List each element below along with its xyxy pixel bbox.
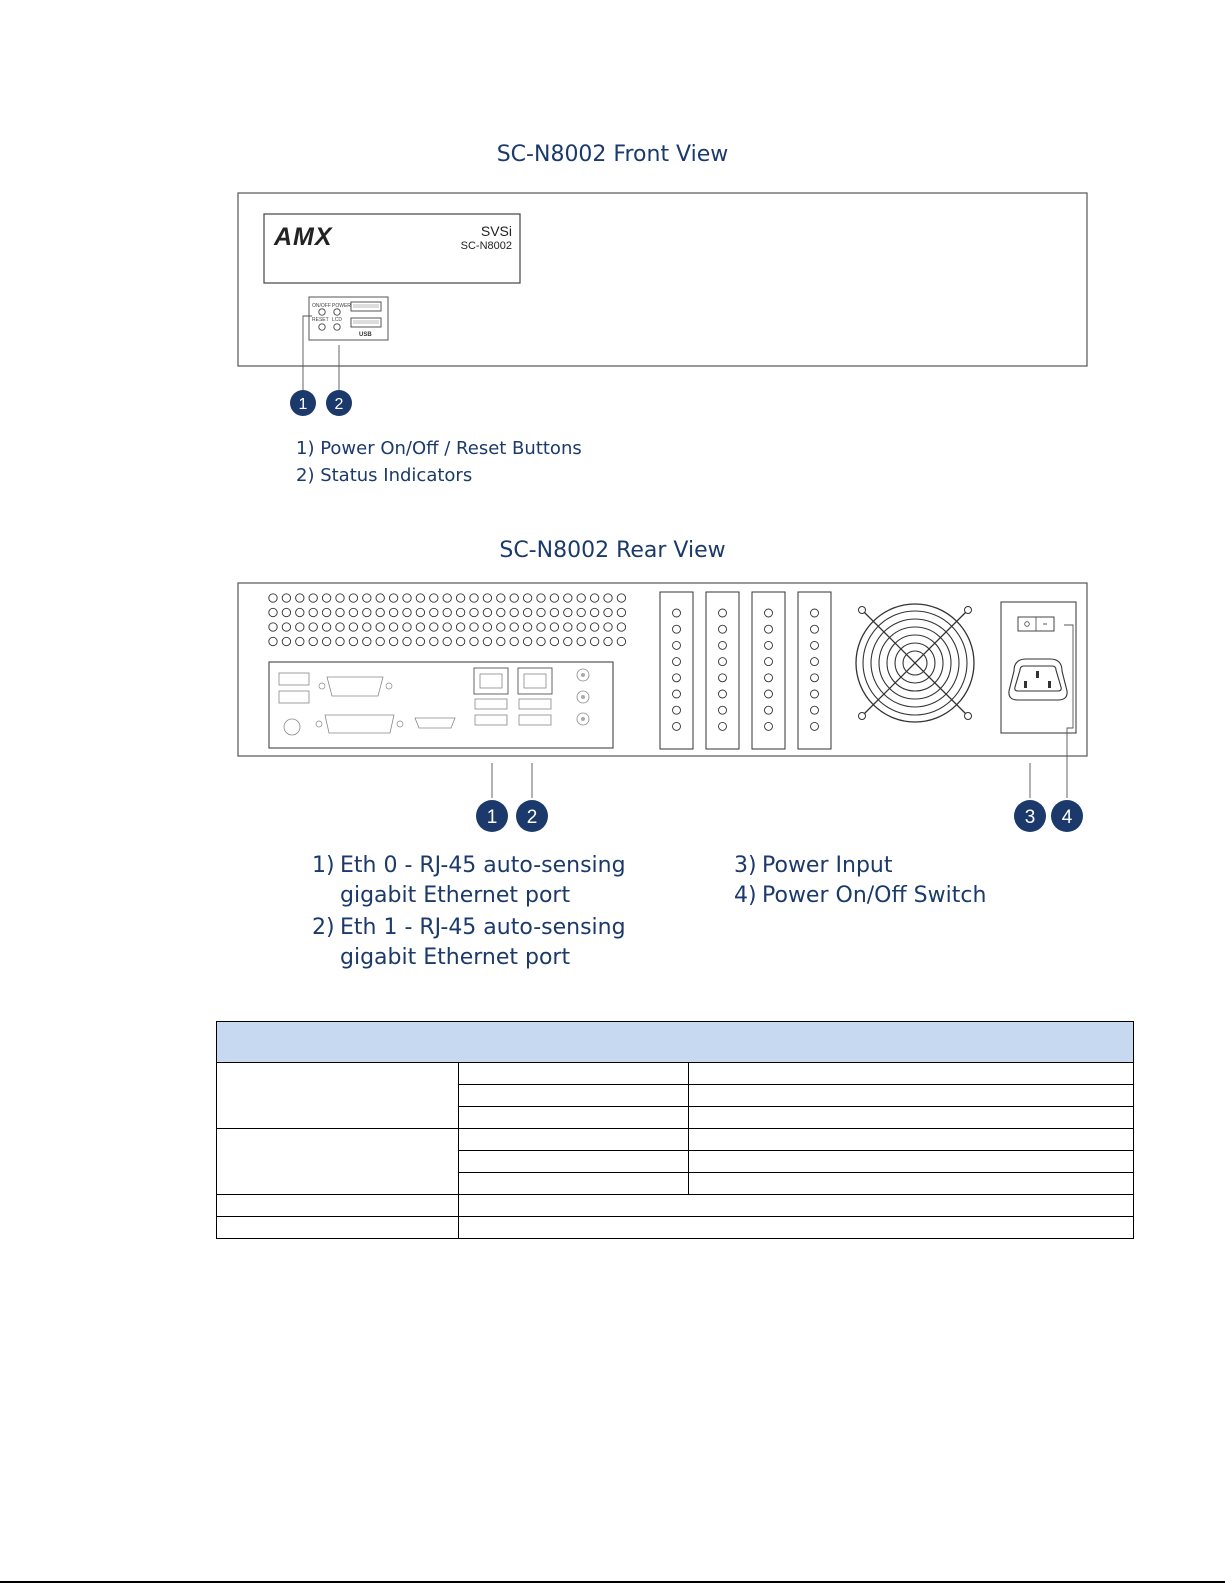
spec-table xyxy=(216,1021,1134,1239)
io-shield xyxy=(269,662,613,748)
table-cell xyxy=(217,1195,459,1217)
table-cell xyxy=(459,1107,689,1129)
rear-legend-right xyxy=(734,851,1034,911)
reset-label: RESET xyxy=(312,317,329,323)
table-cell xyxy=(459,1151,689,1173)
table-cell xyxy=(689,1107,1134,1129)
front-view-title: SC-N8002 Front View xyxy=(496,142,729,167)
table-cell xyxy=(459,1217,1134,1239)
table-cell xyxy=(459,1063,689,1085)
onoff-label: ON/OFF xyxy=(312,303,331,309)
rear-legend-item xyxy=(312,851,702,911)
brand-svsi: SVSi xyxy=(480,223,512,239)
table-row xyxy=(217,1217,1134,1239)
table-cell xyxy=(217,1063,459,1129)
footer-rule xyxy=(0,1581,1225,1583)
rear-legend-item xyxy=(312,913,702,973)
amx-logo: AMX xyxy=(274,223,333,251)
rear-callout-3-label: 3 xyxy=(1024,807,1036,828)
rear-legend-left xyxy=(312,851,702,973)
power-label: POWER xyxy=(332,303,351,309)
legend-text: Eth 1 - RJ-45 auto-sensing gigabit Ethernet port xyxy=(340,915,626,970)
table-row xyxy=(217,1129,1134,1151)
legend-text: Power On/Off Switch xyxy=(762,883,987,908)
expansion-slot xyxy=(798,592,831,749)
usb-label: USB xyxy=(359,332,372,338)
table-cell xyxy=(459,1085,689,1107)
table-header-cell xyxy=(217,1022,1134,1063)
front-callout-1-label: 1 xyxy=(298,396,308,413)
expansion-slot xyxy=(752,592,785,749)
rear-legend-item xyxy=(734,851,1034,881)
table-cell xyxy=(689,1173,1134,1195)
table-cell xyxy=(459,1195,1134,1217)
table-cell xyxy=(689,1129,1134,1151)
legend-number: 4) xyxy=(734,883,757,908)
table-header-row xyxy=(217,1022,1134,1063)
legend-number: 2) xyxy=(312,915,335,940)
table-row xyxy=(217,1195,1134,1217)
table-cell xyxy=(217,1129,459,1195)
legend-number: 3) xyxy=(734,853,757,878)
expansion-slot xyxy=(706,592,739,749)
legend-text: Eth 0 - RJ-45 auto-sensing gigabit Ethernet port xyxy=(340,853,626,908)
table-cell xyxy=(459,1173,689,1195)
front-legend-item: 1) Power On/Off / Reset Buttons xyxy=(296,438,582,459)
front-view-diagram xyxy=(0,0,1225,420)
table-cell xyxy=(217,1217,459,1239)
rear-view-diagram xyxy=(0,570,1225,840)
front-legend xyxy=(296,438,582,486)
table-cell xyxy=(689,1085,1134,1107)
table-row xyxy=(217,1063,1134,1085)
table-cell xyxy=(459,1129,689,1151)
legend-text: Power Input xyxy=(762,853,893,878)
rear-callout-4-label: 4 xyxy=(1061,807,1073,828)
table-cell xyxy=(689,1151,1134,1173)
rear-legend-item xyxy=(734,881,1034,911)
expansion-slot xyxy=(660,592,693,749)
legend-number: 1) xyxy=(312,853,335,878)
table-cell xyxy=(689,1063,1134,1085)
rear-callout-2-label: 2 xyxy=(526,807,538,828)
model-label: SC-N8002 xyxy=(460,240,512,252)
front-legend-item: 2) Status Indicators xyxy=(296,465,473,486)
lcd-label: LCD xyxy=(332,317,343,323)
rear-callout-1-label: 1 xyxy=(486,807,498,828)
rear-view-title: SC-N8002 Rear View xyxy=(499,538,726,563)
front-callout-2-label: 2 xyxy=(334,396,344,413)
